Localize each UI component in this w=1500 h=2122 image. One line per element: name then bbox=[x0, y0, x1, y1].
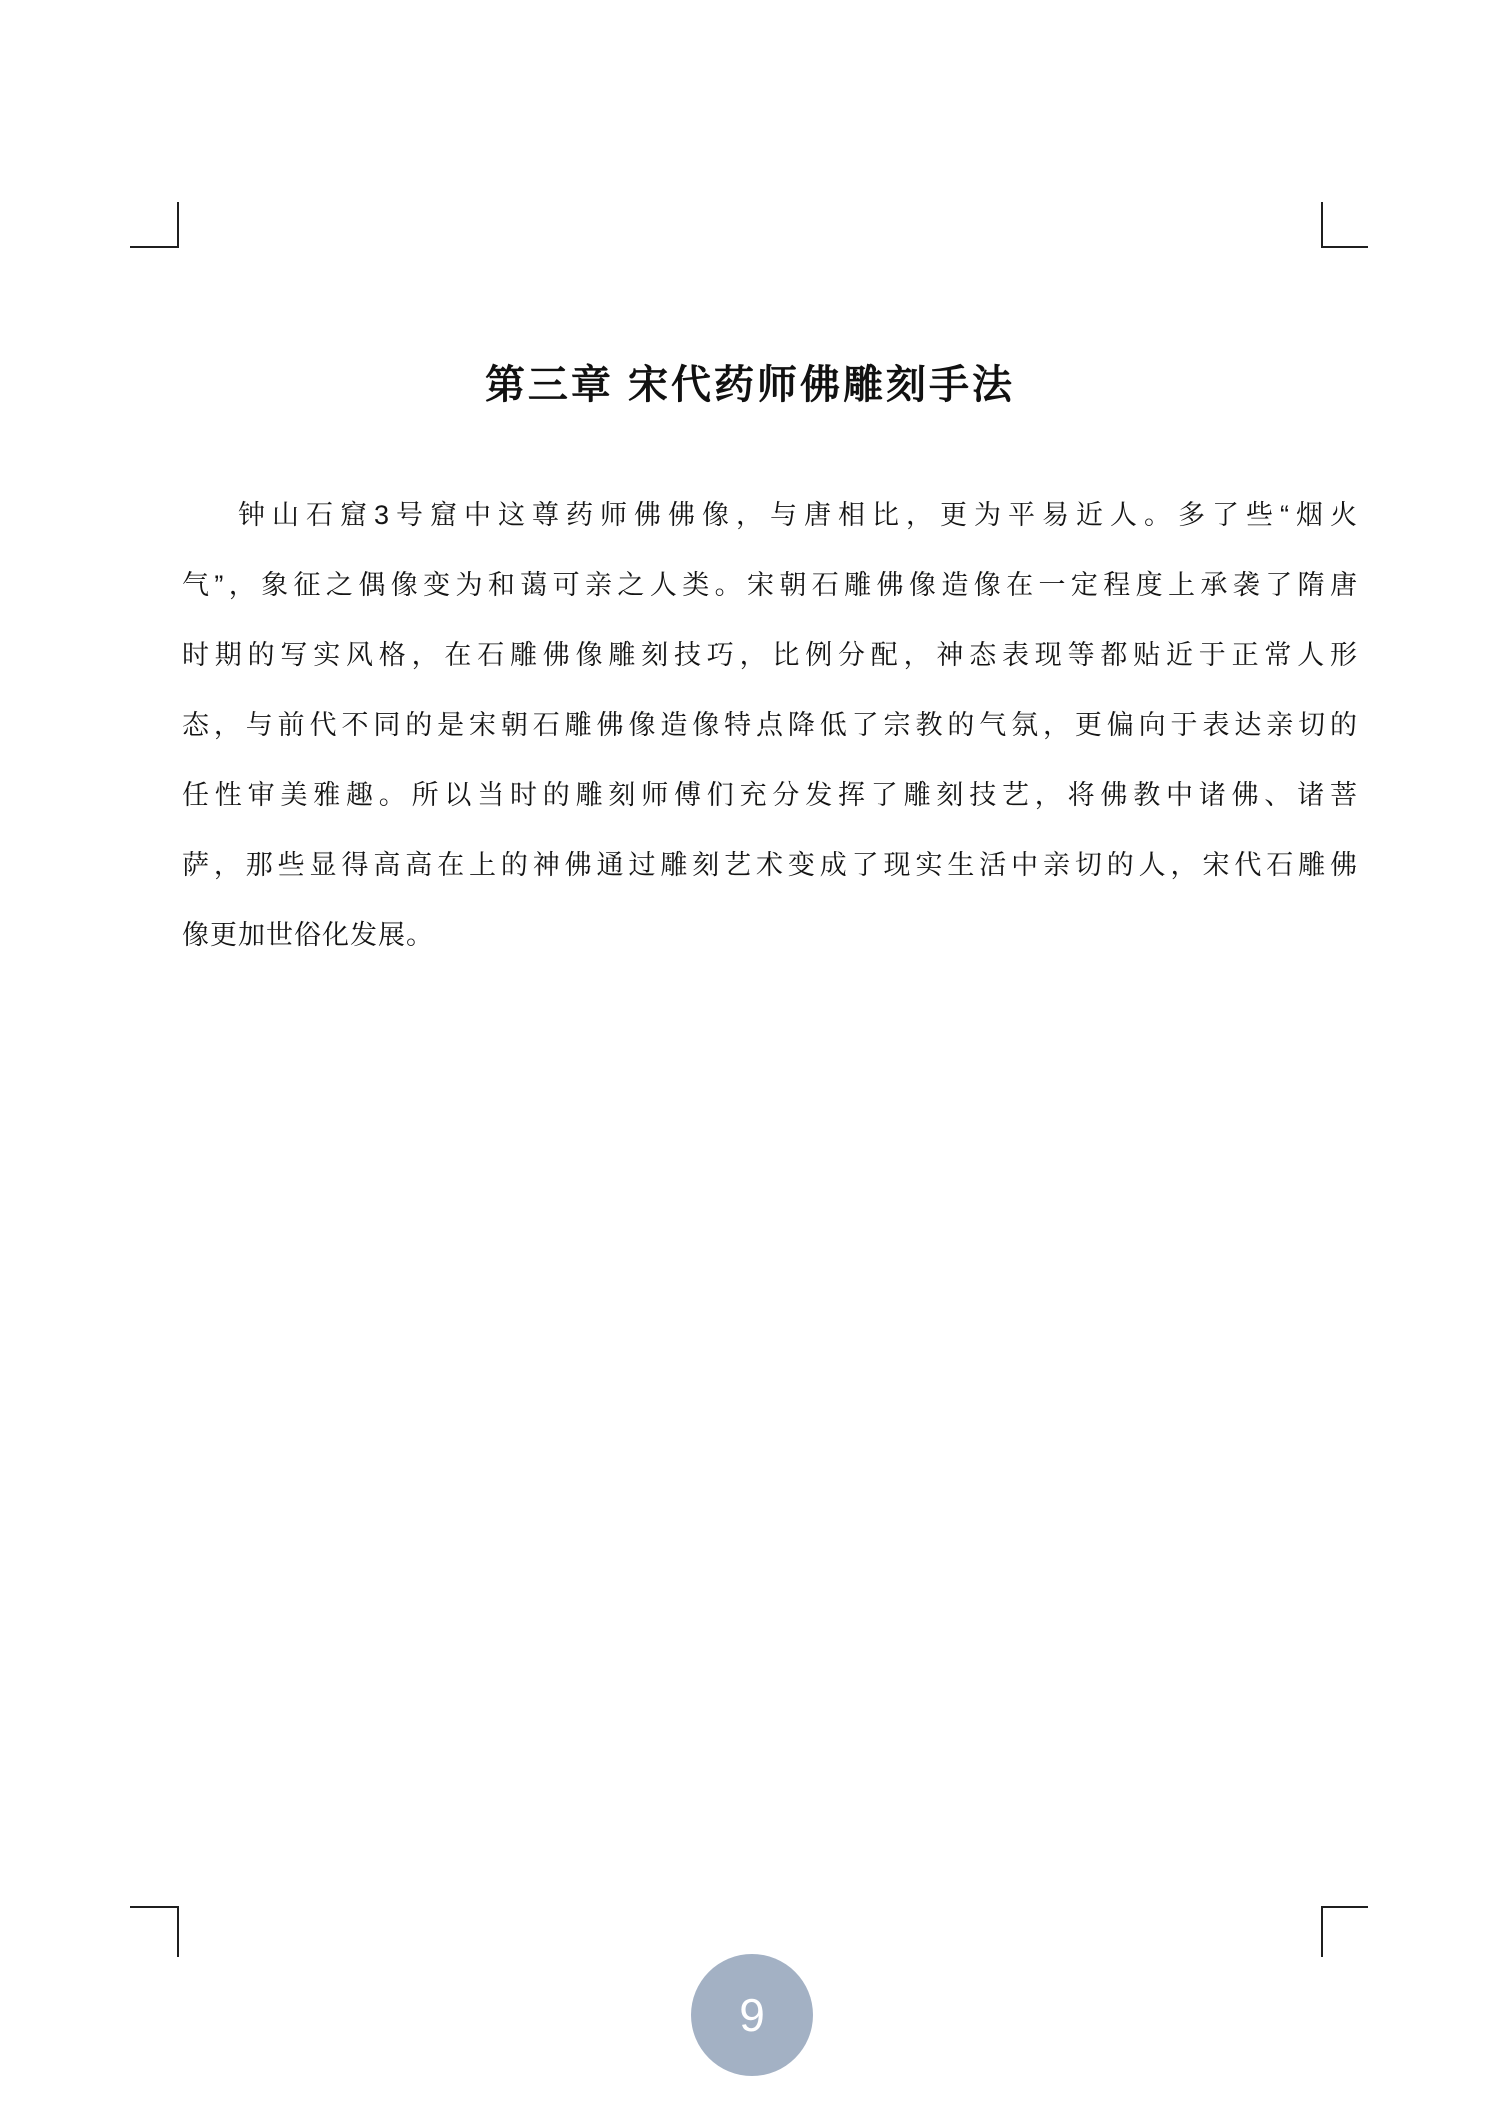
paragraph-line: 像更加世俗化发展。 bbox=[182, 920, 434, 950]
page-number-badge bbox=[691, 1954, 813, 2076]
chapter-title: 第三章 宋代药师佛雕刻手法 bbox=[484, 363, 1016, 407]
crop-mark-bottom-right-icon bbox=[1321, 1906, 1368, 1957]
paragraph-line: 气”，象征之偶像变为和蔼可亲之人类。宋朝石雕佛像造像在一定程度上承袭了隋唐 bbox=[182, 570, 1358, 600]
paragraph-line: 任性审美雅趣。所以当时的雕刻师傅们充分发挥了雕刻技艺，将佛教中诸佛、诸菩 bbox=[182, 780, 1358, 810]
crop-mark-top-left-icon bbox=[130, 202, 179, 248]
crop-mark-top-right-icon bbox=[1321, 202, 1368, 248]
body-paragraph bbox=[182, 480, 1358, 970]
paragraph-line: 态，与前代不同的是宋朝石雕佛像造像特点降低了宗教的气氛，更偏向于表达亲切的 bbox=[182, 710, 1358, 740]
page-number: 9 bbox=[739, 1989, 765, 2041]
paragraph-line: 时期的写实风格，在石雕佛像雕刻技巧，比例分配，神态表现等都贴近于正常人形 bbox=[182, 640, 1358, 670]
paragraph-line: 钟山石窟3号窟中这尊药师佛佛像，与唐相比，更为平易近人。多了些“烟火 bbox=[238, 500, 1358, 530]
crop-mark-bottom-left-icon bbox=[130, 1906, 179, 1957]
paragraph-line: 萨，那些显得高高在上的神佛通过雕刻艺术变成了现实生活中亲切的人，宋代石雕佛 bbox=[182, 850, 1358, 880]
